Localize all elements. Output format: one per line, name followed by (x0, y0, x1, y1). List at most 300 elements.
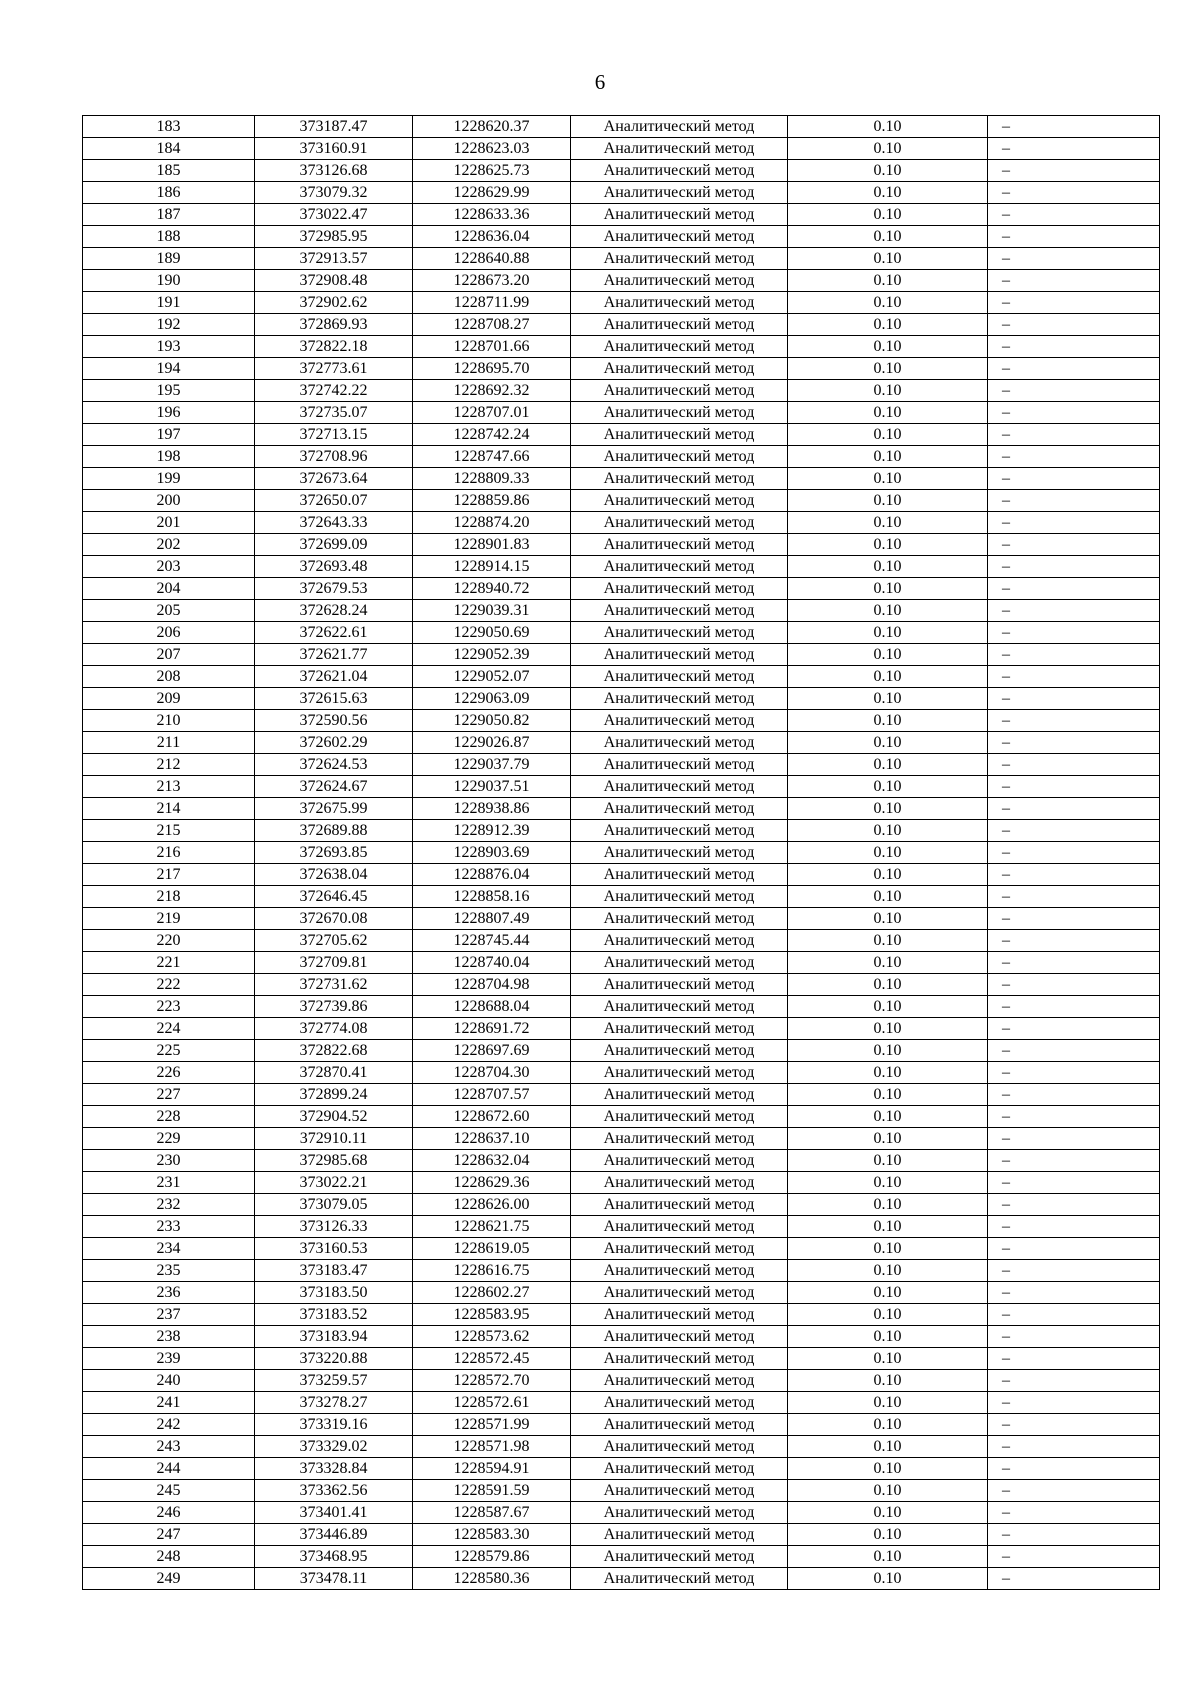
point-number-cell: 224 (83, 1018, 255, 1040)
accuracy-cell: 0.10 (788, 270, 988, 292)
point-number-cell: 241 (83, 1392, 255, 1414)
accuracy-cell: 0.10 (788, 1370, 988, 1392)
note-cell: – (988, 138, 1160, 160)
x-coordinate-cell: 373183.94 (255, 1326, 413, 1348)
table-row (83, 226, 1160, 248)
note-cell: – (988, 1216, 1160, 1238)
point-number-cell: 200 (83, 490, 255, 512)
table-row (83, 380, 1160, 402)
method-cell: Аналитический метод (571, 842, 788, 864)
point-number-cell: 249 (83, 1568, 255, 1590)
note-cell: – (988, 1392, 1160, 1414)
x-coordinate-cell: 373079.32 (255, 182, 413, 204)
method-cell: Аналитический метод (571, 974, 788, 996)
table-row (83, 710, 1160, 732)
accuracy-cell: 0.10 (788, 908, 988, 930)
point-number-cell: 210 (83, 710, 255, 732)
table-row (83, 776, 1160, 798)
accuracy-cell: 0.10 (788, 1040, 988, 1062)
point-number-cell: 208 (83, 666, 255, 688)
table-row (83, 1194, 1160, 1216)
y-coordinate-cell: 1228707.57 (413, 1084, 571, 1106)
table-row (83, 402, 1160, 424)
table-row (83, 578, 1160, 600)
accuracy-cell: 0.10 (788, 402, 988, 424)
table-row (83, 1150, 1160, 1172)
y-coordinate-cell: 1229037.51 (413, 776, 571, 798)
table-row (83, 1326, 1160, 1348)
table-row (83, 996, 1160, 1018)
table-row (83, 1370, 1160, 1392)
point-number-cell: 203 (83, 556, 255, 578)
method-cell: Аналитический метод (571, 688, 788, 710)
method-cell: Аналитический метод (571, 996, 788, 1018)
accuracy-cell: 0.10 (788, 1502, 988, 1524)
x-coordinate-cell: 372646.45 (255, 886, 413, 908)
y-coordinate-cell: 1228747.66 (413, 446, 571, 468)
accuracy-cell: 0.10 (788, 248, 988, 270)
y-coordinate-cell: 1228707.01 (413, 402, 571, 424)
method-cell: Аналитический метод (571, 1414, 788, 1436)
point-number-cell: 240 (83, 1370, 255, 1392)
method-cell: Аналитический метод (571, 754, 788, 776)
accuracy-cell: 0.10 (788, 974, 988, 996)
y-coordinate-cell: 1228579.86 (413, 1546, 571, 1568)
table-row (83, 1436, 1160, 1458)
point-number-cell: 187 (83, 204, 255, 226)
point-number-cell: 198 (83, 446, 255, 468)
note-cell: – (988, 754, 1160, 776)
method-cell: Аналитический метод (571, 1370, 788, 1392)
accuracy-cell: 0.10 (788, 160, 988, 182)
x-coordinate-cell: 373478.11 (255, 1568, 413, 1590)
point-number-cell: 238 (83, 1326, 255, 1348)
accuracy-cell: 0.10 (788, 886, 988, 908)
table-row (83, 600, 1160, 622)
accuracy-cell: 0.10 (788, 138, 988, 160)
x-coordinate-cell: 372602.29 (255, 732, 413, 754)
table-row (83, 1062, 1160, 1084)
y-coordinate-cell: 1229039.31 (413, 600, 571, 622)
note-cell: – (988, 402, 1160, 424)
x-coordinate-cell: 372731.62 (255, 974, 413, 996)
table-row (83, 1458, 1160, 1480)
x-coordinate-cell: 372624.67 (255, 776, 413, 798)
accuracy-cell: 0.10 (788, 622, 988, 644)
y-coordinate-cell: 1229050.69 (413, 622, 571, 644)
point-number-cell: 246 (83, 1502, 255, 1524)
accuracy-cell: 0.10 (788, 842, 988, 864)
table-row (83, 820, 1160, 842)
x-coordinate-cell: 372742.22 (255, 380, 413, 402)
y-coordinate-cell: 1228704.30 (413, 1062, 571, 1084)
method-cell: Аналитический метод (571, 1238, 788, 1260)
accuracy-cell: 0.10 (788, 1172, 988, 1194)
method-cell: Аналитический метод (571, 248, 788, 270)
accuracy-cell: 0.10 (788, 1568, 988, 1590)
x-coordinate-cell: 372621.04 (255, 666, 413, 688)
y-coordinate-cell: 1228621.75 (413, 1216, 571, 1238)
note-cell: – (988, 1018, 1160, 1040)
accuracy-cell: 0.10 (788, 1304, 988, 1326)
method-cell: Аналитический метод (571, 666, 788, 688)
point-number-cell: 196 (83, 402, 255, 424)
y-coordinate-cell: 1228573.62 (413, 1326, 571, 1348)
method-cell: Аналитический метод (571, 336, 788, 358)
y-coordinate-cell: 1228640.88 (413, 248, 571, 270)
y-coordinate-cell: 1228572.70 (413, 1370, 571, 1392)
table-row (83, 534, 1160, 556)
x-coordinate-cell: 373319.16 (255, 1414, 413, 1436)
method-cell: Аналитический метод (571, 402, 788, 424)
table-row (83, 468, 1160, 490)
note-cell: – (988, 1546, 1160, 1568)
point-number-cell: 185 (83, 160, 255, 182)
table-row (83, 754, 1160, 776)
point-number-cell: 193 (83, 336, 255, 358)
point-number-cell: 194 (83, 358, 255, 380)
table-row (83, 1304, 1160, 1326)
method-cell: Аналитический метод (571, 1480, 788, 1502)
method-cell: Аналитический метод (571, 578, 788, 600)
x-coordinate-cell: 372699.09 (255, 534, 413, 556)
y-coordinate-cell: 1229050.82 (413, 710, 571, 732)
x-coordinate-cell: 372904.52 (255, 1106, 413, 1128)
note-cell: – (988, 688, 1160, 710)
y-coordinate-cell: 1228807.49 (413, 908, 571, 930)
point-number-cell: 195 (83, 380, 255, 402)
y-coordinate-cell: 1228858.16 (413, 886, 571, 908)
method-cell: Аналитический метод (571, 886, 788, 908)
note-cell: – (988, 1326, 1160, 1348)
y-coordinate-cell: 1228701.66 (413, 336, 571, 358)
point-number-cell: 228 (83, 1106, 255, 1128)
accuracy-cell: 0.10 (788, 1524, 988, 1546)
table-row (83, 952, 1160, 974)
y-coordinate-cell: 1228602.27 (413, 1282, 571, 1304)
x-coordinate-cell: 372628.24 (255, 600, 413, 622)
point-number-cell: 218 (83, 886, 255, 908)
table-row (83, 424, 1160, 446)
table-row (83, 314, 1160, 336)
note-cell: – (988, 622, 1160, 644)
x-coordinate-cell: 372870.41 (255, 1062, 413, 1084)
accuracy-cell: 0.10 (788, 1238, 988, 1260)
note-cell: – (988, 1568, 1160, 1590)
note-cell: – (988, 446, 1160, 468)
note-cell: – (988, 490, 1160, 512)
accuracy-cell: 0.10 (788, 864, 988, 886)
accuracy-cell: 0.10 (788, 358, 988, 380)
method-cell: Аналитический метод (571, 908, 788, 930)
y-coordinate-cell: 1228876.04 (413, 864, 571, 886)
point-number-cell: 227 (83, 1084, 255, 1106)
y-coordinate-cell: 1228625.73 (413, 160, 571, 182)
table-row (83, 974, 1160, 996)
note-cell: – (988, 1414, 1160, 1436)
accuracy-cell: 0.10 (788, 336, 988, 358)
method-cell: Аналитический метод (571, 1084, 788, 1106)
y-coordinate-cell: 1228692.32 (413, 380, 571, 402)
y-coordinate-cell: 1228616.75 (413, 1260, 571, 1282)
y-coordinate-cell: 1228572.61 (413, 1392, 571, 1414)
x-coordinate-cell: 372679.53 (255, 578, 413, 600)
table-row (83, 1392, 1160, 1414)
method-cell: Аналитический метод (571, 930, 788, 952)
y-coordinate-cell: 1228672.60 (413, 1106, 571, 1128)
method-cell: Аналитический метод (571, 1194, 788, 1216)
y-coordinate-cell: 1228594.91 (413, 1458, 571, 1480)
method-cell: Аналитический метод (571, 1040, 788, 1062)
y-coordinate-cell: 1228914.15 (413, 556, 571, 578)
method-cell: Аналитический метод (571, 292, 788, 314)
x-coordinate-cell: 372773.61 (255, 358, 413, 380)
method-cell: Аналитический метод (571, 622, 788, 644)
accuracy-cell: 0.10 (788, 204, 988, 226)
x-coordinate-cell: 372650.07 (255, 490, 413, 512)
accuracy-cell: 0.10 (788, 1084, 988, 1106)
point-number-cell: 216 (83, 842, 255, 864)
note-cell: – (988, 666, 1160, 688)
method-cell: Аналитический метод (571, 380, 788, 402)
note-cell: – (988, 1370, 1160, 1392)
point-number-cell: 202 (83, 534, 255, 556)
accuracy-cell: 0.10 (788, 996, 988, 1018)
x-coordinate-cell: 372689.88 (255, 820, 413, 842)
accuracy-cell: 0.10 (788, 556, 988, 578)
point-number-cell: 206 (83, 622, 255, 644)
table-row (83, 116, 1160, 138)
y-coordinate-cell: 1228629.99 (413, 182, 571, 204)
note-cell: – (988, 1040, 1160, 1062)
table-row (83, 1106, 1160, 1128)
y-coordinate-cell: 1228704.98 (413, 974, 571, 996)
x-coordinate-cell: 372913.57 (255, 248, 413, 270)
note-cell: – (988, 116, 1160, 138)
point-number-cell: 233 (83, 1216, 255, 1238)
method-cell: Аналитический метод (571, 160, 788, 182)
method-cell: Аналитический метод (571, 1216, 788, 1238)
point-number-cell: 209 (83, 688, 255, 710)
method-cell: Аналитический метод (571, 490, 788, 512)
y-coordinate-cell: 1228571.99 (413, 1414, 571, 1436)
table-row (83, 842, 1160, 864)
note-cell: – (988, 182, 1160, 204)
accuracy-cell: 0.10 (788, 1106, 988, 1128)
accuracy-cell: 0.10 (788, 1282, 988, 1304)
note-cell: – (988, 424, 1160, 446)
note-cell: – (988, 908, 1160, 930)
table-row (83, 1282, 1160, 1304)
y-coordinate-cell: 1228632.04 (413, 1150, 571, 1172)
x-coordinate-cell: 373401.41 (255, 1502, 413, 1524)
accuracy-cell: 0.10 (788, 578, 988, 600)
point-number-cell: 222 (83, 974, 255, 996)
note-cell: – (988, 270, 1160, 292)
table-row (83, 1084, 1160, 1106)
note-cell: – (988, 820, 1160, 842)
x-coordinate-cell: 372621.77 (255, 644, 413, 666)
point-number-cell: 197 (83, 424, 255, 446)
x-coordinate-cell: 372590.56 (255, 710, 413, 732)
x-coordinate-cell: 372735.07 (255, 402, 413, 424)
accuracy-cell: 0.10 (788, 446, 988, 468)
point-number-cell: 207 (83, 644, 255, 666)
note-cell: – (988, 1458, 1160, 1480)
x-coordinate-cell: 373259.57 (255, 1370, 413, 1392)
method-cell: Аналитический метод (571, 138, 788, 160)
accuracy-cell: 0.10 (788, 424, 988, 446)
accuracy-cell: 0.10 (788, 512, 988, 534)
point-number-cell: 221 (83, 952, 255, 974)
method-cell: Аналитический метод (571, 1436, 788, 1458)
x-coordinate-cell: 372693.48 (255, 556, 413, 578)
y-coordinate-cell: 1228742.24 (413, 424, 571, 446)
note-cell: – (988, 776, 1160, 798)
point-number-cell: 243 (83, 1436, 255, 1458)
method-cell: Аналитический метод (571, 1348, 788, 1370)
method-cell: Аналитический метод (571, 1172, 788, 1194)
table-row (83, 864, 1160, 886)
accuracy-cell: 0.10 (788, 776, 988, 798)
note-cell: – (988, 468, 1160, 490)
table-row (83, 512, 1160, 534)
table-row (83, 292, 1160, 314)
method-cell: Аналитический метод (571, 952, 788, 974)
y-coordinate-cell: 1228620.37 (413, 116, 571, 138)
note-cell: – (988, 600, 1160, 622)
note-cell: – (988, 380, 1160, 402)
method-cell: Аналитический метод (571, 732, 788, 754)
page-number: 6 (594, 70, 606, 94)
accuracy-cell: 0.10 (788, 1194, 988, 1216)
note-cell: – (988, 1062, 1160, 1084)
table-row (83, 1260, 1160, 1282)
x-coordinate-cell: 372902.62 (255, 292, 413, 314)
accuracy-cell: 0.10 (788, 666, 988, 688)
y-coordinate-cell: 1228583.30 (413, 1524, 571, 1546)
note-cell: – (988, 1348, 1160, 1370)
table-row (83, 556, 1160, 578)
table-row (83, 1524, 1160, 1546)
note-cell: – (988, 644, 1160, 666)
table-row (83, 446, 1160, 468)
y-coordinate-cell: 1228697.69 (413, 1040, 571, 1062)
y-coordinate-cell: 1228623.03 (413, 138, 571, 160)
y-coordinate-cell: 1228572.45 (413, 1348, 571, 1370)
method-cell: Аналитический метод (571, 314, 788, 336)
point-number-cell: 217 (83, 864, 255, 886)
accuracy-cell: 0.10 (788, 952, 988, 974)
x-coordinate-cell: 373126.68 (255, 160, 413, 182)
method-cell: Аналитический метод (571, 710, 788, 732)
note-cell: – (988, 160, 1160, 182)
y-coordinate-cell: 1228626.00 (413, 1194, 571, 1216)
method-cell: Аналитический метод (571, 1106, 788, 1128)
table-row (83, 1238, 1160, 1260)
method-cell: Аналитический метод (571, 864, 788, 886)
point-number-cell: 242 (83, 1414, 255, 1436)
y-coordinate-cell: 1228673.20 (413, 270, 571, 292)
note-cell: – (988, 886, 1160, 908)
accuracy-cell: 0.10 (788, 930, 988, 952)
note-cell: – (988, 996, 1160, 1018)
note-cell: – (988, 1172, 1160, 1194)
table-row (83, 798, 1160, 820)
x-coordinate-cell: 372675.99 (255, 798, 413, 820)
x-coordinate-cell: 373362.56 (255, 1480, 413, 1502)
point-number-cell: 225 (83, 1040, 255, 1062)
method-cell: Аналитический метод (571, 644, 788, 666)
table-row (83, 248, 1160, 270)
accuracy-cell: 0.10 (788, 1216, 988, 1238)
x-coordinate-cell: 372774.08 (255, 1018, 413, 1040)
coordinates-table-body (83, 116, 1160, 1590)
note-cell: – (988, 1304, 1160, 1326)
point-number-cell: 226 (83, 1062, 255, 1084)
point-number-cell: 234 (83, 1238, 255, 1260)
y-coordinate-cell: 1228740.04 (413, 952, 571, 974)
x-coordinate-cell: 372869.93 (255, 314, 413, 336)
x-coordinate-cell: 372899.24 (255, 1084, 413, 1106)
y-coordinate-cell: 1228691.72 (413, 1018, 571, 1040)
y-coordinate-cell: 1229026.87 (413, 732, 571, 754)
x-coordinate-cell: 372708.96 (255, 446, 413, 468)
table-row (83, 886, 1160, 908)
point-number-cell: 201 (83, 512, 255, 534)
accuracy-cell: 0.10 (788, 1392, 988, 1414)
table-row (83, 1480, 1160, 1502)
table-row (83, 182, 1160, 204)
x-coordinate-cell: 372673.64 (255, 468, 413, 490)
x-coordinate-cell: 373220.88 (255, 1348, 413, 1370)
accuracy-cell: 0.10 (788, 820, 988, 842)
accuracy-cell: 0.10 (788, 1260, 988, 1282)
table-row (83, 160, 1160, 182)
point-number-cell: 229 (83, 1128, 255, 1150)
y-coordinate-cell: 1228580.36 (413, 1568, 571, 1590)
table-row (83, 204, 1160, 226)
point-number-cell: 223 (83, 996, 255, 1018)
accuracy-cell: 0.10 (788, 754, 988, 776)
note-cell: – (988, 1524, 1160, 1546)
table-row (83, 1568, 1160, 1590)
point-number-cell: 192 (83, 314, 255, 336)
method-cell: Аналитический метод (571, 358, 788, 380)
accuracy-cell: 0.10 (788, 1414, 988, 1436)
note-cell: – (988, 974, 1160, 996)
x-coordinate-cell: 373183.50 (255, 1282, 413, 1304)
note-cell: – (988, 732, 1160, 754)
point-number-cell: 231 (83, 1172, 255, 1194)
note-cell: – (988, 512, 1160, 534)
method-cell: Аналитический метод (571, 116, 788, 138)
x-coordinate-cell: 372705.62 (255, 930, 413, 952)
method-cell: Аналитический метод (571, 820, 788, 842)
point-number-cell: 248 (83, 1546, 255, 1568)
point-number-cell: 235 (83, 1260, 255, 1282)
note-cell: – (988, 952, 1160, 974)
point-number-cell: 189 (83, 248, 255, 270)
method-cell: Аналитический метод (571, 1546, 788, 1568)
table-row (83, 1128, 1160, 1150)
y-coordinate-cell: 1228940.72 (413, 578, 571, 600)
point-number-cell: 237 (83, 1304, 255, 1326)
y-coordinate-cell: 1229052.07 (413, 666, 571, 688)
note-cell: – (988, 842, 1160, 864)
point-number-cell: 205 (83, 600, 255, 622)
point-number-cell: 214 (83, 798, 255, 820)
